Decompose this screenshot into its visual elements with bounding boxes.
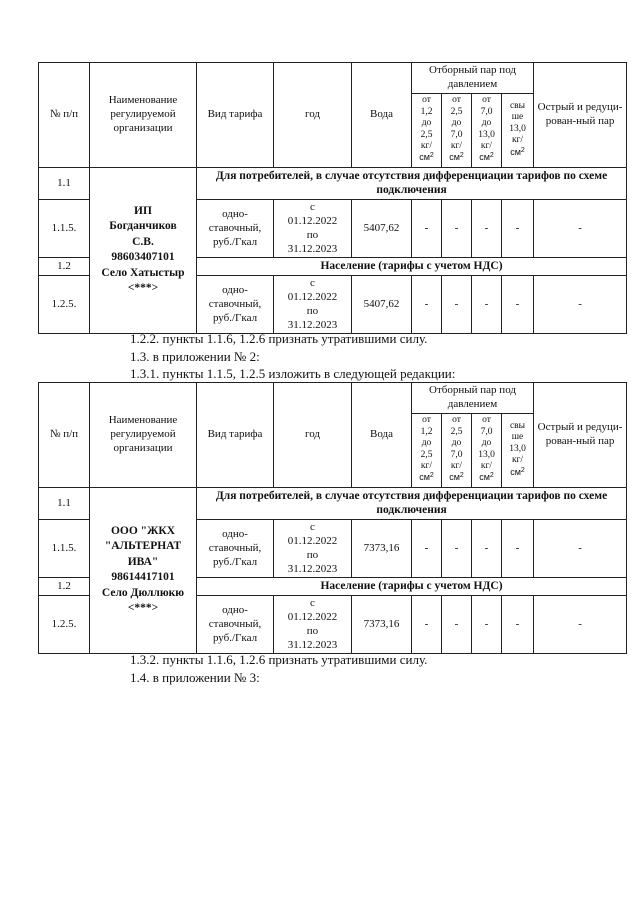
- text-line: 7,0: [480, 426, 493, 437]
- section-heading: Для потребителей, в случае отсутствия дифференциации тарифов по схеме подключения: [197, 167, 627, 200]
- paragraph: 1.4. в приложении № 3:: [130, 670, 260, 685]
- row-num: 1.2.5.: [39, 596, 90, 654]
- text-line: одно-: [222, 208, 248, 221]
- text-line: ИВА": [127, 555, 159, 568]
- dash-cell: -: [412, 200, 442, 258]
- header-year: год: [274, 63, 352, 168]
- unit-label: $см^2$: [479, 472, 494, 483]
- header-steam-2: [442, 413, 472, 487]
- text-line: до: [421, 118, 432, 129]
- text-line: Село Хатыстыр: [101, 266, 185, 279]
- dash-cell: -: [472, 596, 502, 654]
- dash-cell: -: [534, 276, 627, 334]
- dash-cell: -: [502, 276, 534, 334]
- tariff-type-cell: [197, 200, 274, 258]
- text-line: от: [482, 415, 491, 426]
- tariff-type-cell: [197, 596, 274, 654]
- period-cell: [274, 200, 352, 258]
- row-num: 1.2: [39, 258, 90, 276]
- unit-label: $см^2$: [419, 152, 434, 163]
- text-line: одно-: [222, 528, 248, 541]
- header-steam-4: [502, 413, 534, 487]
- text-line: кг/: [450, 460, 463, 471]
- header-steam-3: [472, 93, 502, 167]
- dash-cell: -: [472, 276, 502, 334]
- text-line: 13,0: [509, 443, 526, 454]
- text-line: кг/: [511, 135, 524, 146]
- text-line: одно-: [222, 284, 248, 297]
- paragraph: 1.3.1. пункты 1.1.5, 1.2.5 изложить в следующей редакции:: [130, 366, 456, 381]
- dash-cell: -: [442, 520, 472, 578]
- period-cell: [274, 276, 352, 334]
- text-line: ше: [511, 112, 524, 123]
- text-line: ставочный,: [208, 222, 262, 234]
- text-line: с: [310, 201, 315, 214]
- header-org: Наименование регулируемой организации: [90, 383, 197, 488]
- dash-cell: -: [442, 276, 472, 334]
- org-name: [90, 167, 197, 334]
- period-cell: [274, 520, 352, 578]
- header-num: № п/п: [39, 63, 90, 168]
- header-tariff-type: Вид тарифа: [197, 63, 274, 168]
- text-line: кг/: [420, 460, 433, 471]
- text-line: руб./Гкал: [212, 631, 258, 644]
- text-line: Село Дюллюкю: [101, 586, 185, 599]
- text-line: 13,0: [478, 129, 495, 140]
- text-line: от: [452, 95, 461, 106]
- text-line: ше: [511, 432, 524, 443]
- text-line: ставочный,: [208, 542, 262, 554]
- text-line: до: [421, 438, 432, 449]
- text-line: от: [452, 415, 461, 426]
- water-value: 7373,16: [352, 520, 412, 578]
- section-heading: Население (тарифы с учетом НДС): [197, 258, 627, 276]
- dash-cell: -: [472, 520, 502, 578]
- dash-cell: -: [412, 596, 442, 654]
- dash-cell: -: [502, 596, 534, 654]
- text-line: от: [422, 95, 431, 106]
- water-value: 5407,62: [352, 200, 412, 258]
- text-line: по: [306, 304, 319, 317]
- text-line: С.В.: [132, 235, 154, 248]
- text-line: 7,0: [450, 449, 463, 460]
- text-line: 2,5: [420, 449, 433, 460]
- text-line: 01.12.2022: [287, 611, 338, 624]
- period-cell: [274, 596, 352, 654]
- tariff-table: [38, 382, 627, 654]
- text-line: с: [310, 597, 315, 610]
- header-year: год: [274, 383, 352, 488]
- header-sharp-steam: Острый и редуци-рован-ный пар: [534, 383, 627, 488]
- text-line: по: [306, 624, 319, 637]
- row-num: 1.1: [39, 167, 90, 200]
- text-line: 7,0: [480, 106, 493, 117]
- paragraph: 1.3.2. пункты 1.1.6, 1.2.6 признать утратившими силу.: [130, 652, 428, 667]
- text-line: 31.12.2023: [287, 318, 338, 331]
- row-num: 1.2: [39, 578, 90, 596]
- text-line: с: [310, 521, 315, 534]
- text-line: руб./Гкал: [212, 555, 258, 568]
- header-water: Вода: [352, 383, 412, 488]
- text-line: ставочный,: [208, 617, 262, 630]
- row-num: 1.2.5.: [39, 276, 90, 334]
- header-tariff-type: Вид тарифа: [197, 383, 274, 488]
- unit-label: $см^2$: [479, 152, 494, 163]
- unit-label: $см^2$: [449, 472, 464, 483]
- text-line: 31.12.2023: [287, 638, 338, 651]
- header-steam-2: [442, 93, 472, 167]
- text-line: 1,2: [420, 106, 433, 117]
- row-num: 1.1.5.: [39, 200, 90, 258]
- text-line: по: [306, 548, 319, 561]
- text-line: 01.12.2022: [287, 215, 338, 228]
- text-line: свы: [509, 101, 526, 112]
- text-line: от: [422, 415, 431, 426]
- text-line: до: [451, 438, 462, 449]
- text-line: до: [481, 438, 492, 449]
- text-line: кг/: [420, 140, 433, 151]
- row-num: 1.1.5.: [39, 520, 90, 578]
- text-line: ООО "ЖКХ: [110, 524, 176, 537]
- tariff-table: [38, 62, 627, 334]
- text-line: по: [306, 228, 319, 241]
- header-steam-4: [502, 93, 534, 167]
- paragraph: 1.2.2. пункты 1.1.6, 1.2.6 признать утратившими силу.: [130, 331, 428, 346]
- text-line: с: [310, 277, 315, 290]
- text-line: <***>: [127, 282, 159, 295]
- text-line: Богданчиков: [109, 220, 177, 233]
- text-line: <***>: [127, 602, 159, 615]
- header-steam-1: [412, 93, 442, 167]
- unit-label: $см^2$: [419, 472, 434, 483]
- text-line: кг/: [450, 140, 463, 151]
- text-line: 31.12.2023: [287, 562, 338, 575]
- tariff-type-cell: [197, 276, 274, 334]
- text-line: 2,5: [450, 106, 463, 117]
- text-line: руб./Гкал: [212, 311, 258, 324]
- paragraph: 1.3. в приложении № 2:: [130, 349, 260, 364]
- dash-cell: -: [502, 520, 534, 578]
- text-line: 1,2: [420, 426, 433, 437]
- text-line: руб./Гкал: [212, 235, 258, 248]
- text-line: кг/: [511, 455, 524, 466]
- dash-cell: -: [534, 596, 627, 654]
- unit-label: $см^2$: [510, 466, 525, 477]
- text-line: кг/: [480, 460, 493, 471]
- text-line: 2,5: [420, 129, 433, 140]
- header-steam-group: Отборный пар под давлением: [412, 63, 534, 94]
- header-steam-1: [412, 413, 442, 487]
- section-heading: Население (тарифы с учетом НДС): [197, 578, 627, 596]
- section-heading: Для потребителей, в случае отсутствия дифференциации тарифов по схеме подключения: [197, 487, 627, 520]
- text-line: "АЛЬТЕРНАТ: [104, 540, 182, 553]
- text-line: 01.12.2022: [287, 291, 338, 304]
- dash-cell: -: [472, 200, 502, 258]
- text-line: до: [451, 118, 462, 129]
- dash-cell: -: [442, 596, 472, 654]
- text-line: 31.12.2023: [287, 242, 338, 255]
- org-name: [90, 487, 197, 654]
- water-value: 7373,16: [352, 596, 412, 654]
- header-num: № п/п: [39, 383, 90, 488]
- header-steam-group: Отборный пар под давлением: [412, 383, 534, 414]
- tariff-type-cell: [197, 520, 274, 578]
- dash-cell: -: [502, 200, 534, 258]
- text-line: 13,0: [478, 449, 495, 460]
- text-line: до: [481, 118, 492, 129]
- header-sharp-steam: Острый и редуци-рован-ный пар: [534, 63, 627, 168]
- text-line: 98614417101: [111, 571, 175, 584]
- dash-cell: -: [534, 200, 627, 258]
- dash-cell: -: [412, 276, 442, 334]
- dash-cell: -: [534, 520, 627, 578]
- unit-label: $см^2$: [449, 152, 464, 163]
- text-line: ИП: [134, 204, 152, 217]
- text-line: 98603407101: [111, 251, 175, 264]
- text-line: одно-: [222, 604, 248, 617]
- text-line: кг/: [480, 140, 493, 151]
- header-org: Наименование регулируемой организации: [90, 63, 197, 168]
- header-steam-3: [472, 413, 502, 487]
- text-line: ставочный,: [208, 297, 262, 310]
- text-line: свы: [509, 421, 526, 432]
- water-value: 5407,62: [352, 276, 412, 334]
- text-line: 01.12.2022: [287, 535, 338, 548]
- dash-cell: -: [412, 520, 442, 578]
- header-water: Вода: [352, 63, 412, 168]
- text-line: 2,5: [450, 426, 463, 437]
- text-line: от: [482, 95, 491, 106]
- unit-label: $см^2$: [510, 146, 525, 157]
- text-line: 7,0: [450, 129, 463, 140]
- row-num: 1.1: [39, 487, 90, 520]
- text-line: 13,0: [509, 123, 526, 134]
- dash-cell: -: [442, 200, 472, 258]
